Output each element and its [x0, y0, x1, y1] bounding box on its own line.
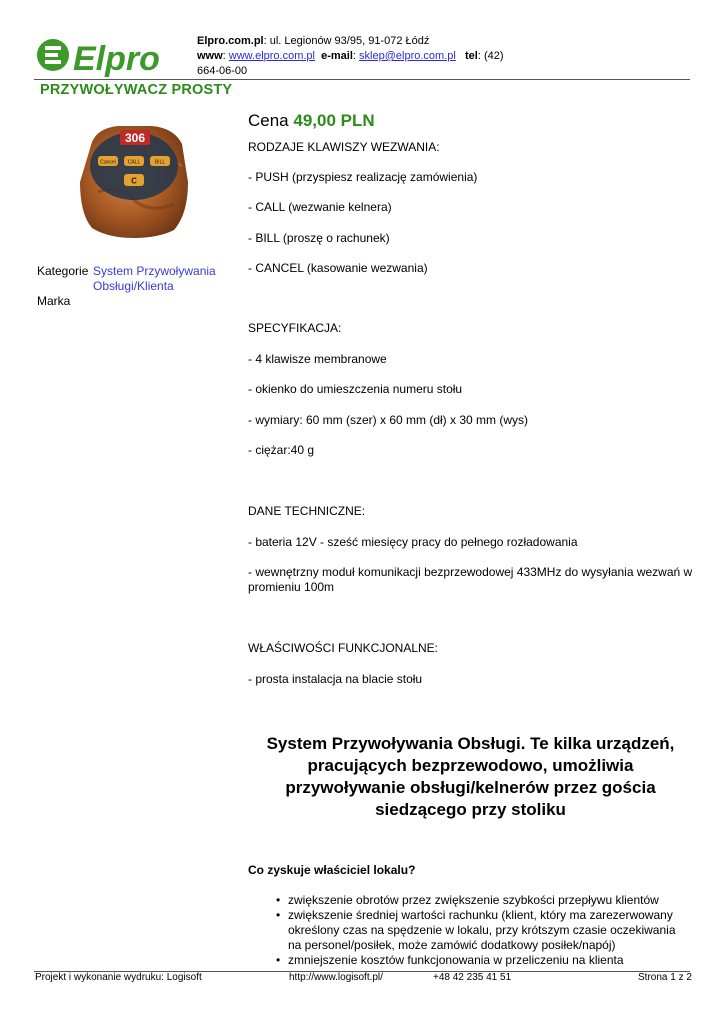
www-link[interactable]: www.elpro.com.pl: [228, 50, 315, 62]
footer-phone: +48 42 235 41 51: [433, 972, 512, 983]
spec-line-window: - okienko do umieszczenia numeru stołu: [248, 382, 463, 396]
brand-label: Marka: [37, 294, 71, 308]
tel-value-1: : (42): [477, 50, 504, 62]
price: [248, 111, 375, 131]
desc-line-cancel: - CANCEL (kasowanie wezwania): [248, 261, 428, 275]
pager-button-call-label: CALL: [127, 159, 141, 166]
product-image: [78, 122, 190, 240]
tech-line-battery: - bateria 12V - sześć miesięcy pracy do pełnego rozładowania: [248, 535, 578, 549]
contact-info: [197, 34, 527, 79]
spec-line-weight: - ciężar:40 g: [248, 443, 315, 457]
list-item: • zwiększenie obrotów przez zwiększenie szybkości przepływu klientów: [270, 893, 690, 908]
tech-line-module: - wewnętrzny moduł komunikacji bezprzewodowej 433MHz do wysyłania wezwań w promieniu 100m: [248, 565, 693, 594]
contacts-line: www: www.elpro.com.pl e-mail: sklep@elpro.com.pl tel: (42): [197, 50, 504, 62]
table-number: 306: [124, 131, 146, 145]
pager-button-bill-label: BILL: [154, 159, 166, 166]
logo-text: Elpro: [73, 40, 160, 78]
logo-mark-bar-mid: [45, 53, 58, 57]
section-heading-key-types: RODZAJE KLAWISZY WEZWANIA:: [248, 140, 440, 154]
header-divider: [34, 79, 690, 80]
list-item: • zmniejszenie kosztów funkcjonowania w przeliczeniu na klienta: [270, 953, 690, 968]
desc-line-bill: - BILL (proszę o rachunek): [248, 231, 390, 245]
gain-heading: Co zyskuje właściciel lokalu?: [248, 863, 416, 877]
spec-line-dimensions: - wymiary: 60 mm (szer) x 60 mm (dł) x 30 mm (wys): [248, 413, 529, 427]
price-value: 49,00 PLN: [293, 111, 375, 130]
elpro-logo[interactable]: [36, 32, 166, 78]
company-name: Elpro.com.pl: [197, 35, 264, 47]
price-label: Cena: [248, 111, 289, 130]
pager-button-cancel-label: Cancel: [100, 159, 116, 166]
desc-line-call: - CALL (wezwanie kelnera): [248, 200, 392, 214]
section-heading-spec: SPECYFIKACJA:: [248, 321, 342, 335]
footer-page-number: Strona 1 z 2: [638, 972, 692, 983]
email-label: e-mail: [321, 50, 353, 62]
feature-line-install: - prosta instalacja na blacie stołu: [248, 672, 423, 686]
tel-line: 664-06-00: [197, 65, 248, 77]
spec-line-keys: - 4 klawisze membranowe: [248, 352, 387, 366]
category-label: Kategorie: [37, 264, 89, 278]
category-link[interactable]: System Przywoływania Obsługi/Klienta: [93, 264, 216, 293]
address: : ul. Legionów 93/95, 91-072 Łódź: [263, 35, 430, 47]
www-label: www: [197, 50, 223, 62]
product-title: PRZYWOŁYWACZ PROSTY: [40, 82, 233, 98]
address-line: [197, 34, 527, 49]
logo-mark-bar-top: [45, 46, 61, 50]
list-item: • zwiększenie średniej wartości rachunku (klient, który ma zarezerwowany określony czas na spędzenie w lokalu, przy krótszym czasie oczekiwania na personel/posiłek, może zamówić dodatkowy posiłek/napój): [270, 908, 690, 953]
gain-list: [270, 893, 690, 968]
section-heading-technical: DANE TECHNICZNE:: [248, 504, 366, 518]
email-link[interactable]: sklep@elpro.com.pl: [359, 50, 456, 62]
tel-label: tel: [464, 50, 478, 62]
footer-credit: Projekt i wykonanie wydruku: Logisoft: [35, 972, 202, 983]
section-heading-features: WŁAŚCIWOŚCI FUNKCJONALNE:: [248, 641, 439, 655]
logo-mark-bar-bottom: [45, 60, 61, 64]
pager-button-c-label: C: [131, 176, 137, 186]
desc-line-push: - PUSH (przyspiesz realizację zamówienia): [248, 170, 478, 184]
promo-heading: System Przywoływania Obsługi. Te kilka urządzeń, pracujących bezprzewodowo, umożliwia przywoływanie obsługi/kelnerów przez gościa siedzącego przy stoliku: [266, 734, 675, 819]
footer-url[interactable]: http://www.logisoft.pl/: [289, 972, 383, 983]
